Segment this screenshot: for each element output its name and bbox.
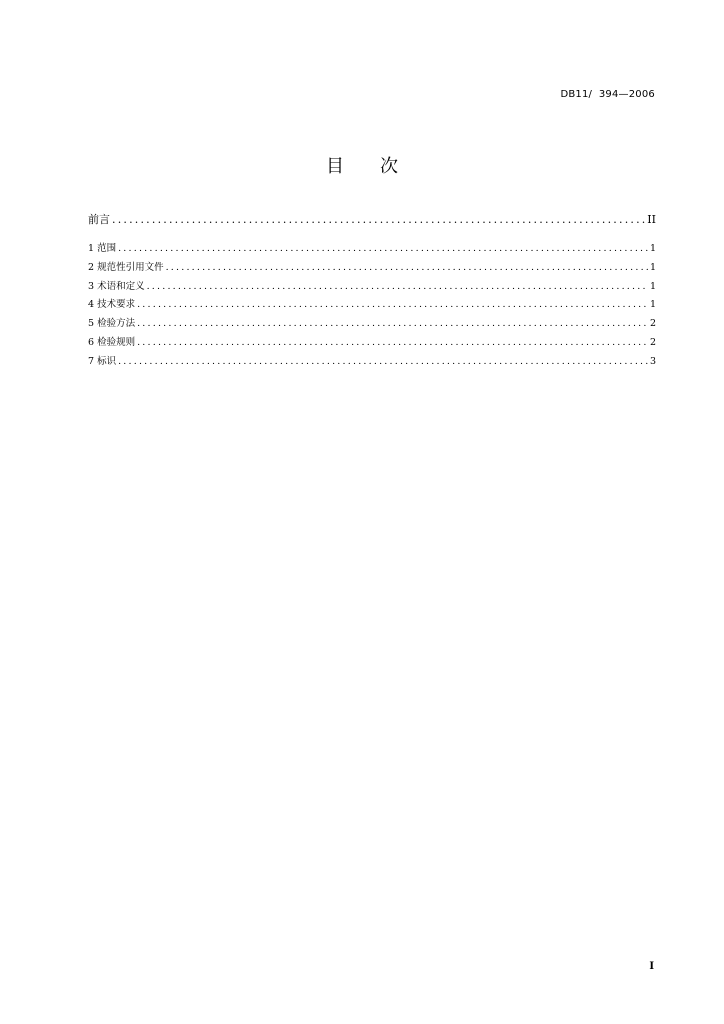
toc-entry-page: 3 [649, 356, 656, 367]
toc-entry-marking[interactable] [88, 353, 656, 367]
toc-entry-label: 4 技术要求 [88, 299, 136, 310]
toc-entry-label: 3 术语和定义 [88, 281, 145, 292]
page-number: I [649, 961, 654, 972]
toc-dot-leader [118, 243, 648, 254]
toc-dot-leader [112, 213, 645, 226]
toc-entry-page: 1 [649, 281, 656, 292]
toc-dot-leader [137, 337, 648, 348]
toc-dot-leader [118, 356, 648, 367]
toc-entry-label: 1 范围 [88, 243, 117, 254]
toc-entry-page: II [647, 213, 656, 226]
toc-entry-label: 5 检验方法 [88, 318, 136, 329]
toc-entry-label: 7 标识 [88, 356, 117, 367]
standard-number: DB11/ 394—2006 [560, 89, 655, 100]
toc-entry-technical-requirements[interactable] [88, 296, 656, 310]
toc-entry-label: 6 检验规则 [88, 337, 136, 348]
toc-entry-terms-definitions[interactable] [88, 278, 656, 292]
toc-entry-inspection-rules[interactable] [88, 334, 656, 348]
toc-entry-page: 2 [649, 318, 656, 329]
page-title: 目次 [326, 156, 434, 177]
toc-dot-leader [147, 281, 648, 292]
toc-entry-foreword[interactable] [88, 211, 656, 227]
toc-entry-scope[interactable] [88, 240, 656, 254]
toc-entry-test-methods[interactable] [88, 315, 656, 329]
toc-entry-page: 1 [649, 243, 656, 254]
toc-entry-normative-references[interactable] [88, 259, 656, 273]
toc-dot-leader [137, 299, 648, 310]
toc-entry-page: 2 [649, 337, 656, 348]
toc-entry-page: 1 [649, 299, 656, 310]
toc-dot-leader [137, 318, 648, 329]
toc-entry-label: 2 规范性引用文件 [88, 262, 164, 273]
toc-dot-leader [166, 262, 648, 273]
toc-entry-page: 1 [649, 262, 656, 273]
toc-entry-label: 前言 [88, 213, 110, 226]
